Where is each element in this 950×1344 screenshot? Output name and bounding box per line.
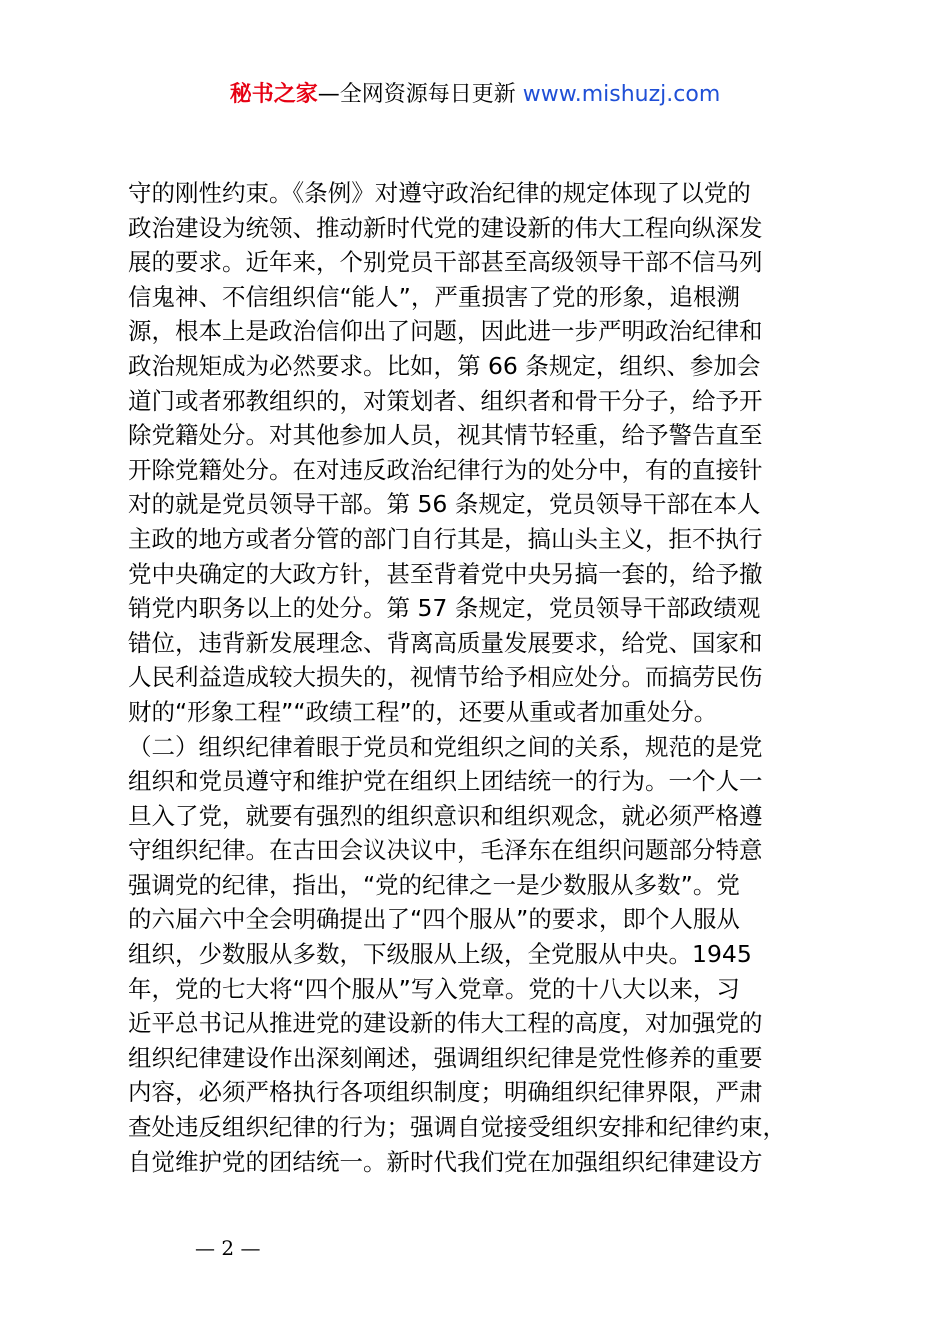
text-line: 内容，必须严格执行各项组织制度；明确组织纪律界限，严肃 (128, 1078, 763, 1107)
text-line: 政治规矩成为必然要求。比如，第 66 条规定，组织、参加会 (128, 351, 761, 380)
header-tagline: —全网资源每日更新 (317, 82, 523, 107)
text-line: 的六届六中全会明确提出了“四个服从”的要求，即个人服从 (128, 905, 740, 934)
text-line: 强调党的纪律，指出，“党的纪律之一是少数服从多数”。党 (128, 870, 740, 899)
text-line: 销党内职务以上的处分。第 57 条规定，党员领导干部政绩观 (128, 594, 761, 623)
text-line: 信鬼神、不信组织信“能人”，严重损害了党的形象，追根溯 (128, 282, 740, 311)
text-line: （二）组织纪律着眼于党员和党组织之间的关系，规范的是党 (128, 732, 763, 761)
site-url-link[interactable]: www.mishuzj.com (522, 82, 721, 107)
text-line: 自觉维护党的团结统一。新时代我们党在加强组织纪律建设方 (128, 1147, 763, 1176)
text-line: 党中央确定的大政方针，甚至背着党中央另搞一套的，给予撤 (128, 559, 763, 588)
text-line: 除党籍处分。对其他参加人员，视其情节轻重，给予警告直至 (128, 421, 763, 450)
text-line: 源，根本上是政治信仰出了问题，因此进一步严明政治纪律和 (128, 317, 763, 346)
text-line: 守的刚性约束。《条例》对遵守政治纪律的规定体现了以党的 (128, 179, 751, 207)
text-line: 对的就是党员领导干部。第 56 条规定，党员领导干部在本人 (128, 490, 761, 519)
text-line: 道门或者邪教组织的，对策划者、组织者和骨干分子，给予开 (128, 386, 763, 415)
brand-name: 秘书之家 (229, 82, 318, 107)
text-line: 年，党的七大将“四个服从”写入党章。党的十八大以来，习 (128, 974, 740, 1003)
text-line: 组织纪律建设作出深刻阐述，强调组织纪律是党性修养的重要 (128, 1043, 763, 1072)
text-line: 财的“形象工程”“政绩工程”的，还要从重或者加重处分。 (128, 697, 718, 726)
text-line: 人民利益造成较大损失的，视情节给予相应处分。而搞劳民伤 (128, 663, 763, 692)
text-line: 政治建设为统领、推动新时代党的建设新的伟大工程向纵深发 (128, 213, 763, 242)
page-number: — 2 — (195, 1236, 261, 1260)
text-line: 旦入了党，就要有强烈的组织意识和组织观念，就必须严格遵 (128, 801, 763, 830)
text-line: 近平总书记从推进党的建设新的伟大工程的高度，对加强党的 (128, 1009, 763, 1038)
text-line: 开除党籍处分。在对违反政治纪律行为的处分中，有的直接针 (128, 455, 763, 484)
text-line: 错位，违背新发展理念、背离高质量发展要求，给党、国家和 (128, 628, 763, 657)
text-line: 查处违反组织纪律的行为；强调自觉接受组织安排和纪律约束， (128, 1113, 786, 1142)
text-line: 组织，少数服从多数，下级服从上级，全党服从中央。1945 (128, 940, 752, 969)
document-body (128, 176, 833, 1179)
text-line: 展的要求。近年来，个别党员干部甚至高级领导干部不信马列 (128, 248, 763, 277)
text-line: 主政的地方或者分管的部门自行其是，搞山头主义，拒不执行 (128, 524, 763, 553)
text-line: 组织和党员遵守和维护党在组织上团结统一的行为。一个人一 (128, 767, 763, 796)
text-line: 守组织纪律。在古田会议决议中，毛泽东在组织问题部分特意 (128, 836, 763, 865)
site-header (0, 80, 950, 110)
